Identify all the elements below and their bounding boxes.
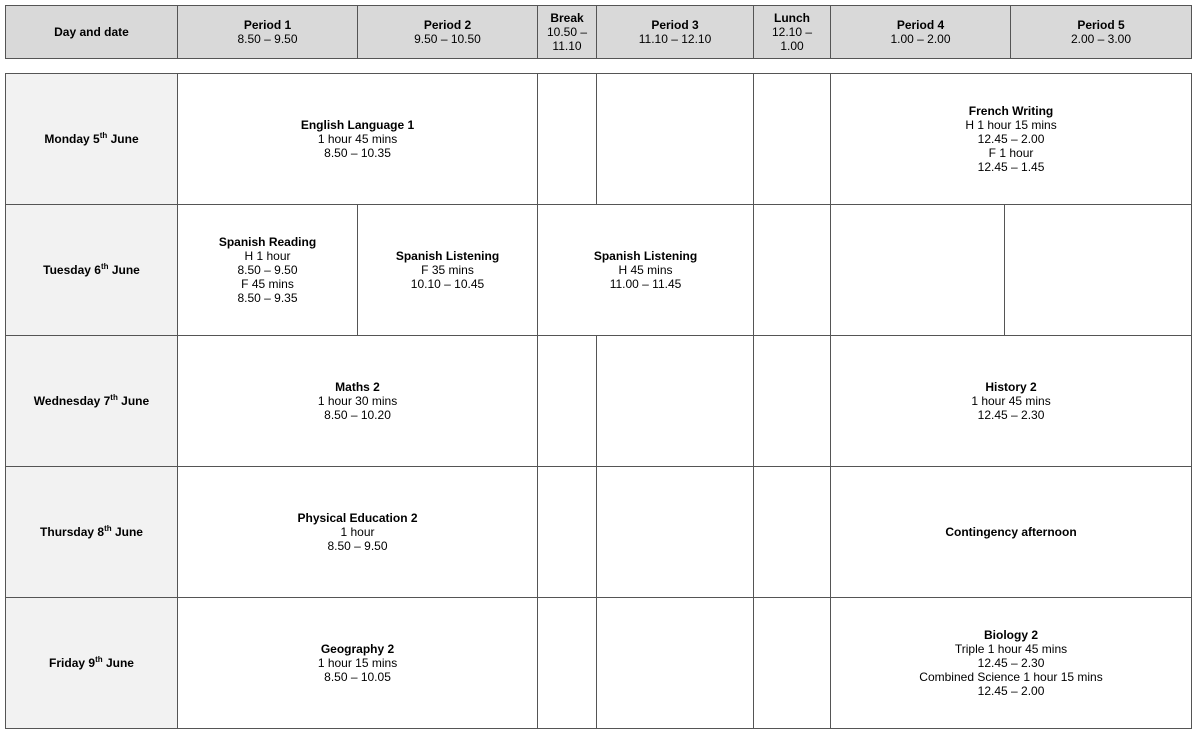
contingency-afternoon: Contingency afternoon bbox=[831, 467, 1192, 598]
exam-french-writing: French Writing H 1 hour 15 mins 12.45 – 2.00 F 1 hour 12.45 – 1.45 bbox=[831, 74, 1192, 205]
header-day-date: Day and date bbox=[6, 6, 178, 59]
empty-cell bbox=[597, 598, 754, 729]
header-period-1: Period 1 8.50 – 9.50 bbox=[178, 6, 358, 59]
empty-cell bbox=[538, 598, 597, 729]
table-row bbox=[6, 598, 1192, 729]
empty-cell bbox=[538, 467, 597, 598]
empty-cell bbox=[597, 467, 754, 598]
exam-english-language-1: English Language 1 1 hour 45 mins 8.50 – 10.35 bbox=[178, 74, 538, 205]
exam-history-2: History 2 1 hour 45 mins 12.45 – 2.30 bbox=[831, 336, 1192, 467]
exam-geography-2: Geography 2 1 hour 15 mins 8.50 – 10.05 bbox=[178, 598, 538, 729]
exam-spanish-listening-h: Spanish Listening H 45 mins 11.00 – 11.45 bbox=[538, 205, 754, 336]
table-row bbox=[6, 205, 1192, 336]
empty-cell bbox=[754, 74, 831, 205]
empty-cell bbox=[1005, 205, 1192, 336]
exam-physical-education-2: Physical Education 2 1 hour 8.50 – 9.50 bbox=[178, 467, 538, 598]
header-lunch: Lunch 12.10 – 1.00 bbox=[754, 6, 831, 59]
empty-cell bbox=[754, 205, 831, 336]
header-period-3: Period 3 11.10 – 12.10 bbox=[597, 6, 754, 59]
day-friday: Friday 9th June bbox=[6, 598, 178, 729]
table-row bbox=[6, 467, 1192, 598]
timetable-header bbox=[5, 5, 1192, 59]
day-thursday: Thursday 8th June bbox=[6, 467, 178, 598]
empty-cell bbox=[831, 205, 1005, 336]
empty-cell bbox=[597, 336, 754, 467]
exam-spanish-reading: Spanish Reading H 1 hour 8.50 – 9.50 F 45 mins 8.50 – 9.35 bbox=[178, 205, 358, 336]
empty-cell bbox=[538, 74, 597, 205]
header-break: Break 10.50 – 11.10 bbox=[538, 6, 597, 59]
exam-spanish-listening-f: Spanish Listening F 35 mins 10.10 – 10.45 bbox=[358, 205, 538, 336]
timetable-body bbox=[5, 73, 1192, 729]
day-monday: Monday 5th June bbox=[6, 74, 178, 205]
empty-cell bbox=[538, 336, 597, 467]
header-period-5: Period 5 2.00 – 3.00 bbox=[1011, 6, 1192, 59]
day-tuesday: Tuesday 6th June bbox=[6, 205, 178, 336]
table-row bbox=[6, 336, 1192, 467]
table-row bbox=[6, 74, 1192, 205]
exam-maths-2: Maths 2 1 hour 30 mins 8.50 – 10.20 bbox=[178, 336, 538, 467]
exam-biology-2: Biology 2 Triple 1 hour 45 mins 12.45 – 2.30 Combined Science 1 hour 15 mins 12.45 – 2.00 bbox=[831, 598, 1192, 729]
header-period-2: Period 2 9.50 – 10.50 bbox=[358, 6, 538, 59]
day-wednesday: Wednesday 7th June bbox=[6, 336, 178, 467]
empty-cell bbox=[754, 467, 831, 598]
empty-cell bbox=[754, 598, 831, 729]
header-period-4: Period 4 1.00 – 2.00 bbox=[831, 6, 1011, 59]
empty-cell bbox=[754, 336, 831, 467]
empty-cell bbox=[597, 74, 754, 205]
